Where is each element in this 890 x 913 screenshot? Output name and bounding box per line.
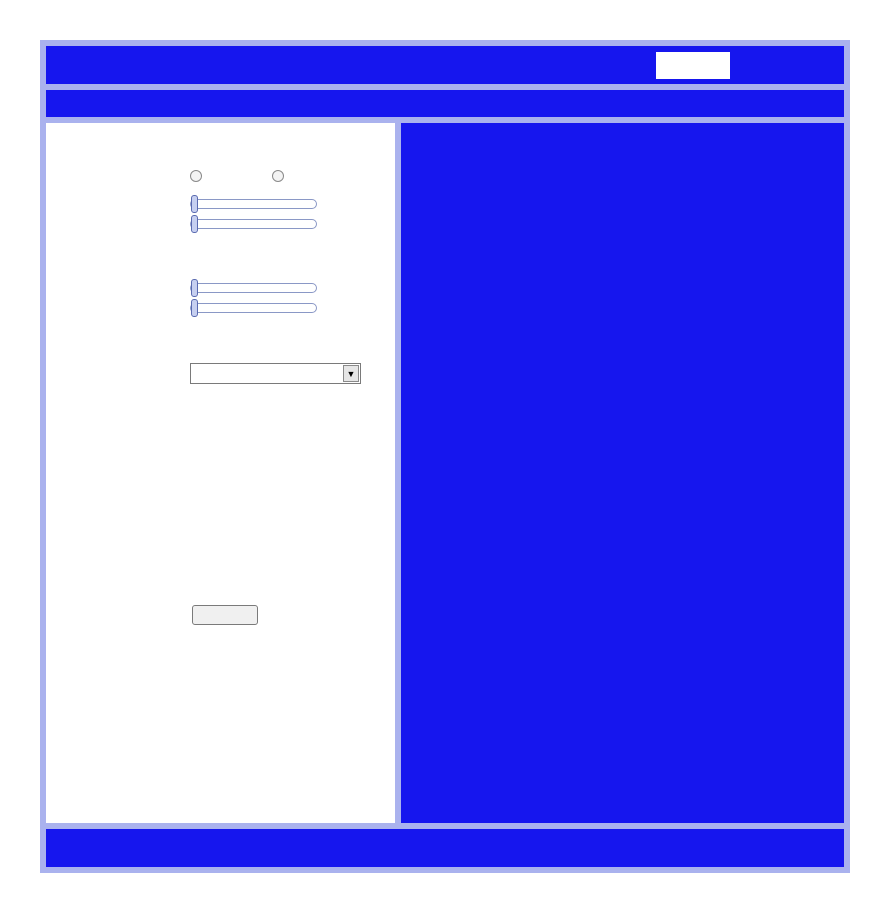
help-panel	[401, 123, 844, 823]
footer	[46, 829, 844, 867]
recover-threshold-slider[interactable]	[190, 283, 317, 293]
dropdown-arrow-icon[interactable]: ▼	[343, 365, 359, 382]
loss-time-slider[interactable]	[190, 219, 317, 229]
radio-dot	[272, 170, 284, 182]
top-nav	[46, 46, 844, 84]
slider-thumb[interactable]	[191, 299, 198, 317]
page-frame	[40, 40, 850, 873]
channel-loss-single-radio[interactable]	[190, 170, 207, 182]
deva-broadcast-logo	[654, 49, 840, 82]
loss-threshold-slider[interactable]	[190, 199, 317, 209]
save-button[interactable]	[192, 605, 258, 625]
playback-order-select[interactable]	[190, 363, 361, 384]
slider-thumb[interactable]	[191, 279, 198, 297]
settings-panel	[46, 123, 395, 823]
sub-nav	[46, 90, 844, 117]
radio-dot	[190, 170, 202, 182]
channel-loss-both-radio[interactable]	[272, 170, 289, 182]
recover-time-slider[interactable]	[190, 303, 317, 313]
slider-thumb[interactable]	[191, 195, 198, 213]
slider-thumb[interactable]	[191, 215, 198, 233]
